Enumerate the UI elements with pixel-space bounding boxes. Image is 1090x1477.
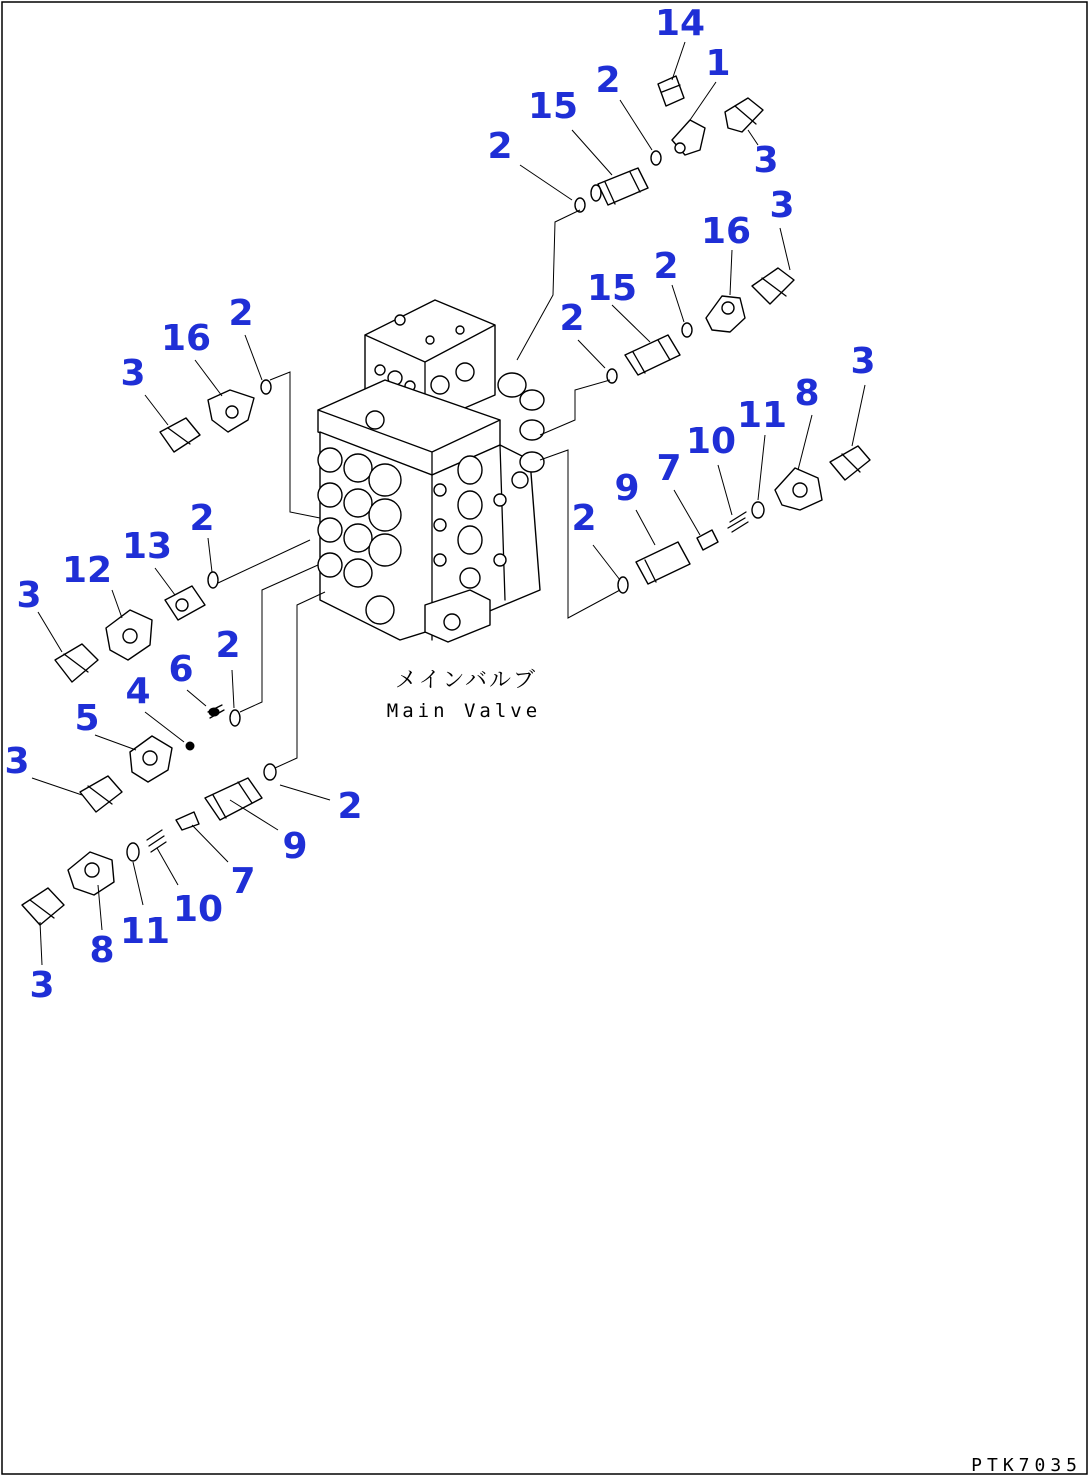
callout-number: 3: [120, 353, 146, 394]
drawing-code: PTK7035: [971, 1455, 1082, 1476]
callout-number: 3: [29, 965, 55, 1006]
callout-number: 8: [794, 373, 820, 414]
callout-number: 16: [160, 318, 212, 359]
callout-number: 12: [61, 550, 113, 591]
callout-number: 7: [230, 861, 256, 902]
callout-number: 11: [736, 395, 788, 436]
callout-number: 7: [656, 448, 682, 489]
callout-number: 1: [705, 43, 731, 84]
callout-number: 3: [4, 741, 30, 782]
callout-number: 2: [595, 60, 621, 101]
callout-number: 14: [654, 3, 706, 44]
callout-number: 5: [74, 698, 100, 739]
callout-number: 2: [228, 293, 254, 334]
callout-number: 8: [89, 930, 115, 971]
callout-number: 3: [769, 185, 795, 226]
callout-number: 2: [559, 298, 585, 339]
callout-number: 2: [337, 786, 363, 827]
callout-number: 3: [16, 575, 42, 616]
main-valve-body: [318, 300, 544, 642]
main-valve-label-en: Main Valve: [386, 700, 542, 722]
callout-number: 6: [168, 649, 194, 690]
callout-number: 9: [614, 468, 640, 509]
callout-number: 11: [119, 911, 171, 952]
callout-number: 10: [685, 421, 737, 462]
callout-number: 15: [586, 268, 638, 309]
drawing-frame: [2, 2, 1087, 1474]
main-valve-label-jp: メインバルブ: [394, 668, 538, 693]
callout-number: 10: [172, 889, 224, 930]
callout-number: 2: [653, 246, 679, 287]
callout-number: 4: [125, 671, 151, 712]
callout-number: 15: [527, 86, 579, 127]
callout-number: 2: [215, 625, 241, 666]
callout-number: 3: [753, 140, 779, 181]
callout-number: 2: [189, 498, 215, 539]
callout-number: 9: [282, 826, 308, 867]
upper-left-parts: [160, 380, 271, 452]
callout-number: 2: [487, 126, 513, 167]
callout-number: 16: [700, 211, 752, 252]
callout-number: 2: [571, 498, 597, 539]
callout-number: 3: [850, 341, 876, 382]
callout-number: 13: [121, 526, 173, 567]
